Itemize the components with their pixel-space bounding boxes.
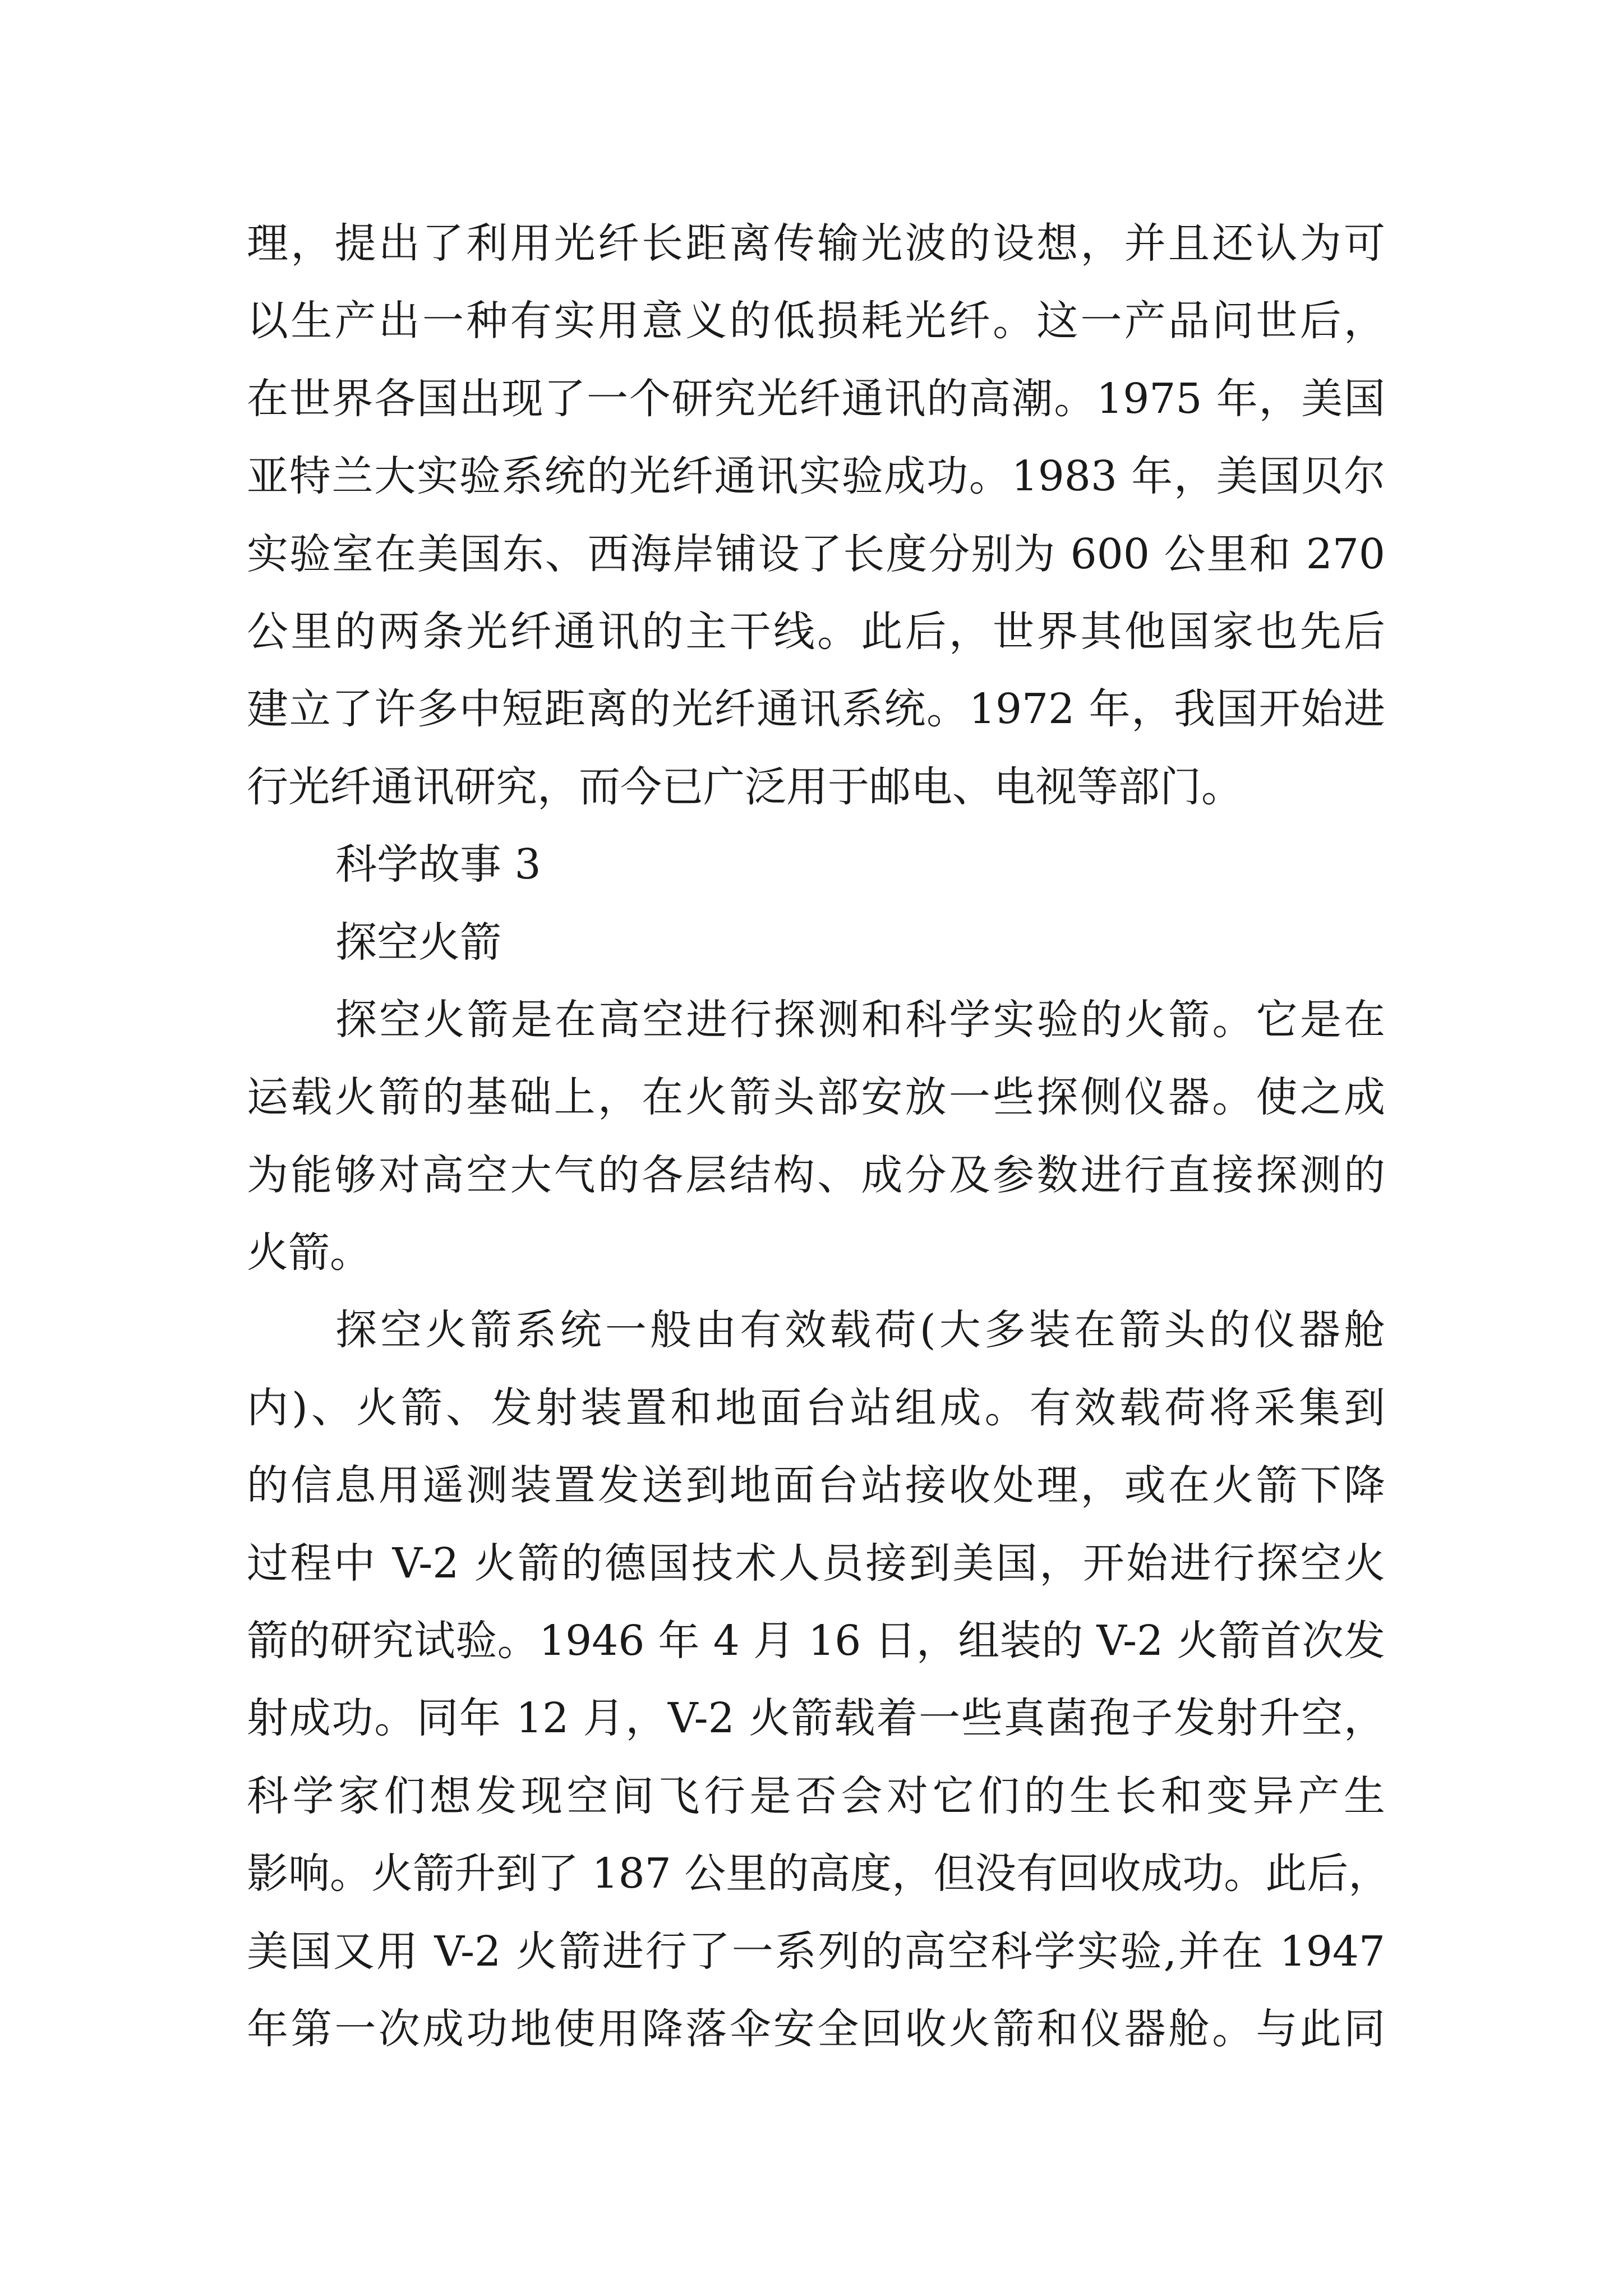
text-line: 影响。火箭升到了 187 公里的高度，但没有回收成功。此后，: [247, 1849, 1390, 1898]
text-line: 美国又用 V-2 火箭进行了一系列的高空科学实验,并在 1947: [247, 1927, 1385, 1976]
document-body: [247, 205, 1390, 2068]
text-line: 科学家们想发现空间飞行是否会对它们的生长和变异产生: [247, 1772, 1385, 1820]
text-line: 建立了许多中短距离的光纤通讯系统。1972 年，我国开始进: [247, 685, 1385, 734]
text-line: 实验室在美国东、西海岸铺设了长度分别为 600 公里和 270: [247, 530, 1385, 578]
text-line: 行光纤通讯研究，而今已广泛用于邮电、电视等部门。: [247, 762, 1243, 811]
text-line: 亚特兰大实验系统的光纤通讯实验成功。1983 年，美国贝尔: [247, 452, 1385, 501]
text-line: 过程中 V-2 火箭的德国技术人员接到美国，开始进行探空火: [247, 1539, 1385, 1588]
text-line: 射成功。同年 12 月，V-2 火箭载着一些真菌孢子发射升空，: [247, 1694, 1385, 1743]
text-line: 火箭。: [247, 1228, 371, 1277]
text-line: 年第一次成功地使用降落伞安全回收火箭和仪器舱。与此同: [247, 2004, 1385, 2053]
text-line: 运载火箭的基础上，在火箭头部安放一些探侧仪器。使之成: [247, 1073, 1385, 1122]
text-line: 为能够对高空大气的各层结构、成分及参数进行直接探测的: [247, 1151, 1385, 1199]
text-line: 公里的两条光纤通讯的主干线。此后，世界其他国家也先后: [247, 607, 1385, 656]
text-line: 箭的研究试验。1946 年 4 月 16 日，组装的 V-2 火箭首次发: [247, 1617, 1385, 1665]
text-line: 内)、火箭、发射装置和地面台站组成。有效载荷将采集到: [247, 1383, 1385, 1432]
text-line: 的信息用遥测装置发送到地面台站接收处理，或在火箭下降: [247, 1461, 1385, 1510]
text-line: 以生产出一种有实用意义的低损耗光纤。这一产品问世后，: [247, 297, 1385, 346]
text-line: 在世界各国出现了一个研究光纤通讯的高潮。1975 年，美国: [247, 374, 1385, 423]
text-line: 探空火箭: [335, 918, 501, 967]
text-line: 探空火箭是在高空进行探测和科学实验的火箭。它是在: [335, 995, 1385, 1044]
text-line: 探空火箭系统一般由有效载荷(大多装在箭头的仪器舱: [335, 1306, 1385, 1355]
text-line: 理，提出了利用光纤长距离传输光波的设想，并且还认为可: [247, 219, 1385, 268]
text-line: 科学故事 3: [335, 840, 541, 889]
